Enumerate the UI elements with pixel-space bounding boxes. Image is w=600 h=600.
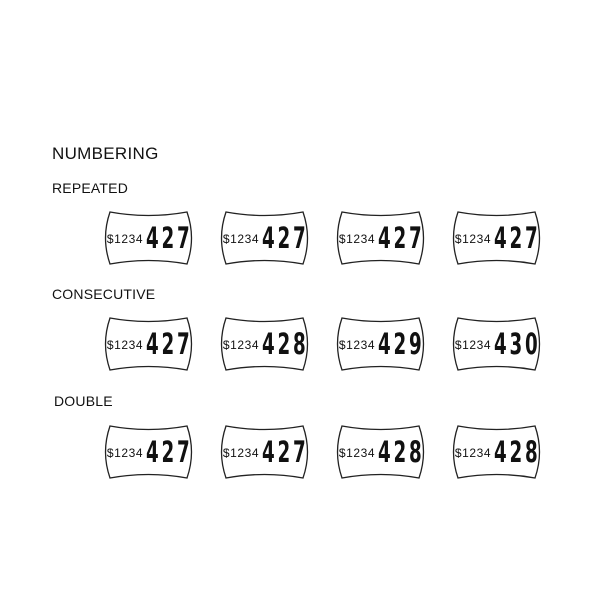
label-number: 429 bbox=[378, 327, 425, 361]
label-number: 427 bbox=[262, 221, 309, 255]
section-label-double: DOUBLE bbox=[54, 393, 113, 409]
label-number: 427 bbox=[146, 435, 193, 469]
price-label bbox=[100, 210, 197, 266]
price-label bbox=[448, 316, 545, 372]
price-label bbox=[448, 210, 545, 266]
label-row-repeated bbox=[100, 210, 550, 266]
price-label bbox=[100, 424, 197, 480]
section-label-consecutive: CONSECUTIVE bbox=[52, 286, 156, 302]
price-label bbox=[100, 316, 197, 372]
price-label bbox=[448, 424, 545, 480]
label-row-double bbox=[100, 424, 550, 480]
label-prefix: $1234 bbox=[454, 232, 492, 246]
price-label bbox=[332, 210, 429, 266]
label-prefix: $1234 bbox=[338, 338, 376, 352]
label-number: 428 bbox=[378, 435, 425, 469]
label-prefix: $1234 bbox=[222, 338, 260, 352]
label-prefix: $1234 bbox=[338, 232, 376, 246]
price-label bbox=[216, 424, 313, 480]
label-prefix: $1234 bbox=[222, 446, 260, 460]
label-number: 427 bbox=[262, 435, 309, 469]
label-prefix: $1234 bbox=[106, 232, 144, 246]
label-prefix: $1234 bbox=[222, 232, 260, 246]
label-number: 427 bbox=[378, 221, 425, 255]
label-number: 430 bbox=[494, 327, 541, 361]
label-row-consecutive bbox=[100, 316, 550, 372]
price-label bbox=[332, 424, 429, 480]
label-number: 428 bbox=[262, 327, 309, 361]
label-number: 427 bbox=[146, 327, 193, 361]
label-prefix: $1234 bbox=[106, 338, 144, 352]
label-prefix: $1234 bbox=[338, 446, 376, 460]
label-prefix: $1234 bbox=[454, 446, 492, 460]
label-number: 427 bbox=[146, 221, 193, 255]
price-label bbox=[216, 210, 313, 266]
label-number: 427 bbox=[494, 221, 541, 255]
numbering-heading: NUMBERING bbox=[52, 144, 159, 163]
label-number: 428 bbox=[494, 435, 541, 469]
section-label-repeated: REPEATED bbox=[52, 180, 129, 196]
price-label bbox=[216, 316, 313, 372]
price-label bbox=[332, 316, 429, 372]
label-prefix: $1234 bbox=[454, 338, 492, 352]
label-prefix: $1234 bbox=[106, 446, 144, 460]
